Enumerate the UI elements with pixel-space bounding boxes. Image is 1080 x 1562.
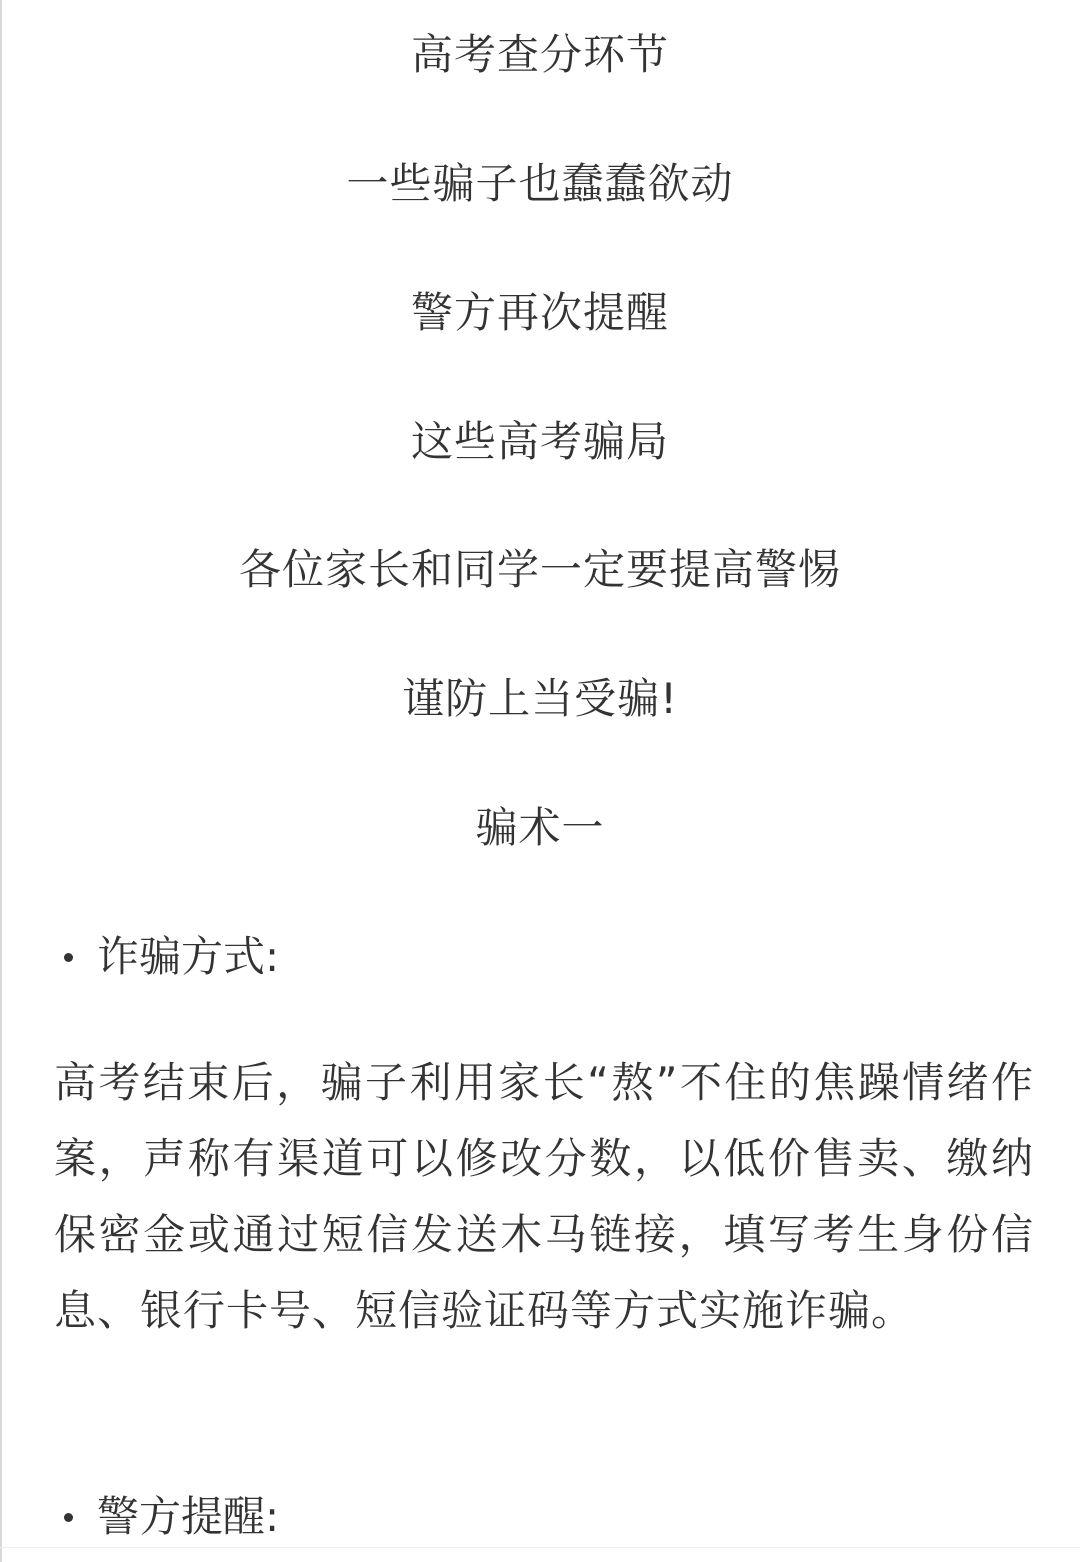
headline-2: 一些骗子也蠢蠢欲动 xyxy=(346,159,734,208)
police-reminder-heading xyxy=(60,1487,279,1547)
fraud-method-paragraph: 高考结束后，骗子利用家长“熬”不住的焦躁情绪作案，声称有渠道可以修改分数，以低价售卖、缴纳保密金或通过短信发送木马链接，填写考生身份信息、银行卡号、短信验证码等方式实施诈骗。 xyxy=(54,1058,1034,1335)
fraud-method-label: 诈骗方式: xyxy=(97,932,280,981)
headline-1: 高考查分环节 xyxy=(410,30,669,79)
headline-6: 谨防上当受骗! xyxy=(402,674,678,723)
headline-7: 骗术一 xyxy=(475,803,605,852)
left-border xyxy=(0,0,2,1562)
bottom-divider xyxy=(0,1547,1080,1548)
headline-3: 警方再次提醒 xyxy=(410,288,669,337)
police-reminder-label: 警方提醒: xyxy=(97,1492,280,1541)
bullet-dot-icon xyxy=(64,1513,73,1522)
bullet-dot-icon xyxy=(64,953,73,962)
headline-5: 各位家长和同学一定要提高警惕 xyxy=(238,545,841,594)
headline-4: 这些高考骗局 xyxy=(410,417,669,466)
fraud-method-heading xyxy=(60,927,279,987)
